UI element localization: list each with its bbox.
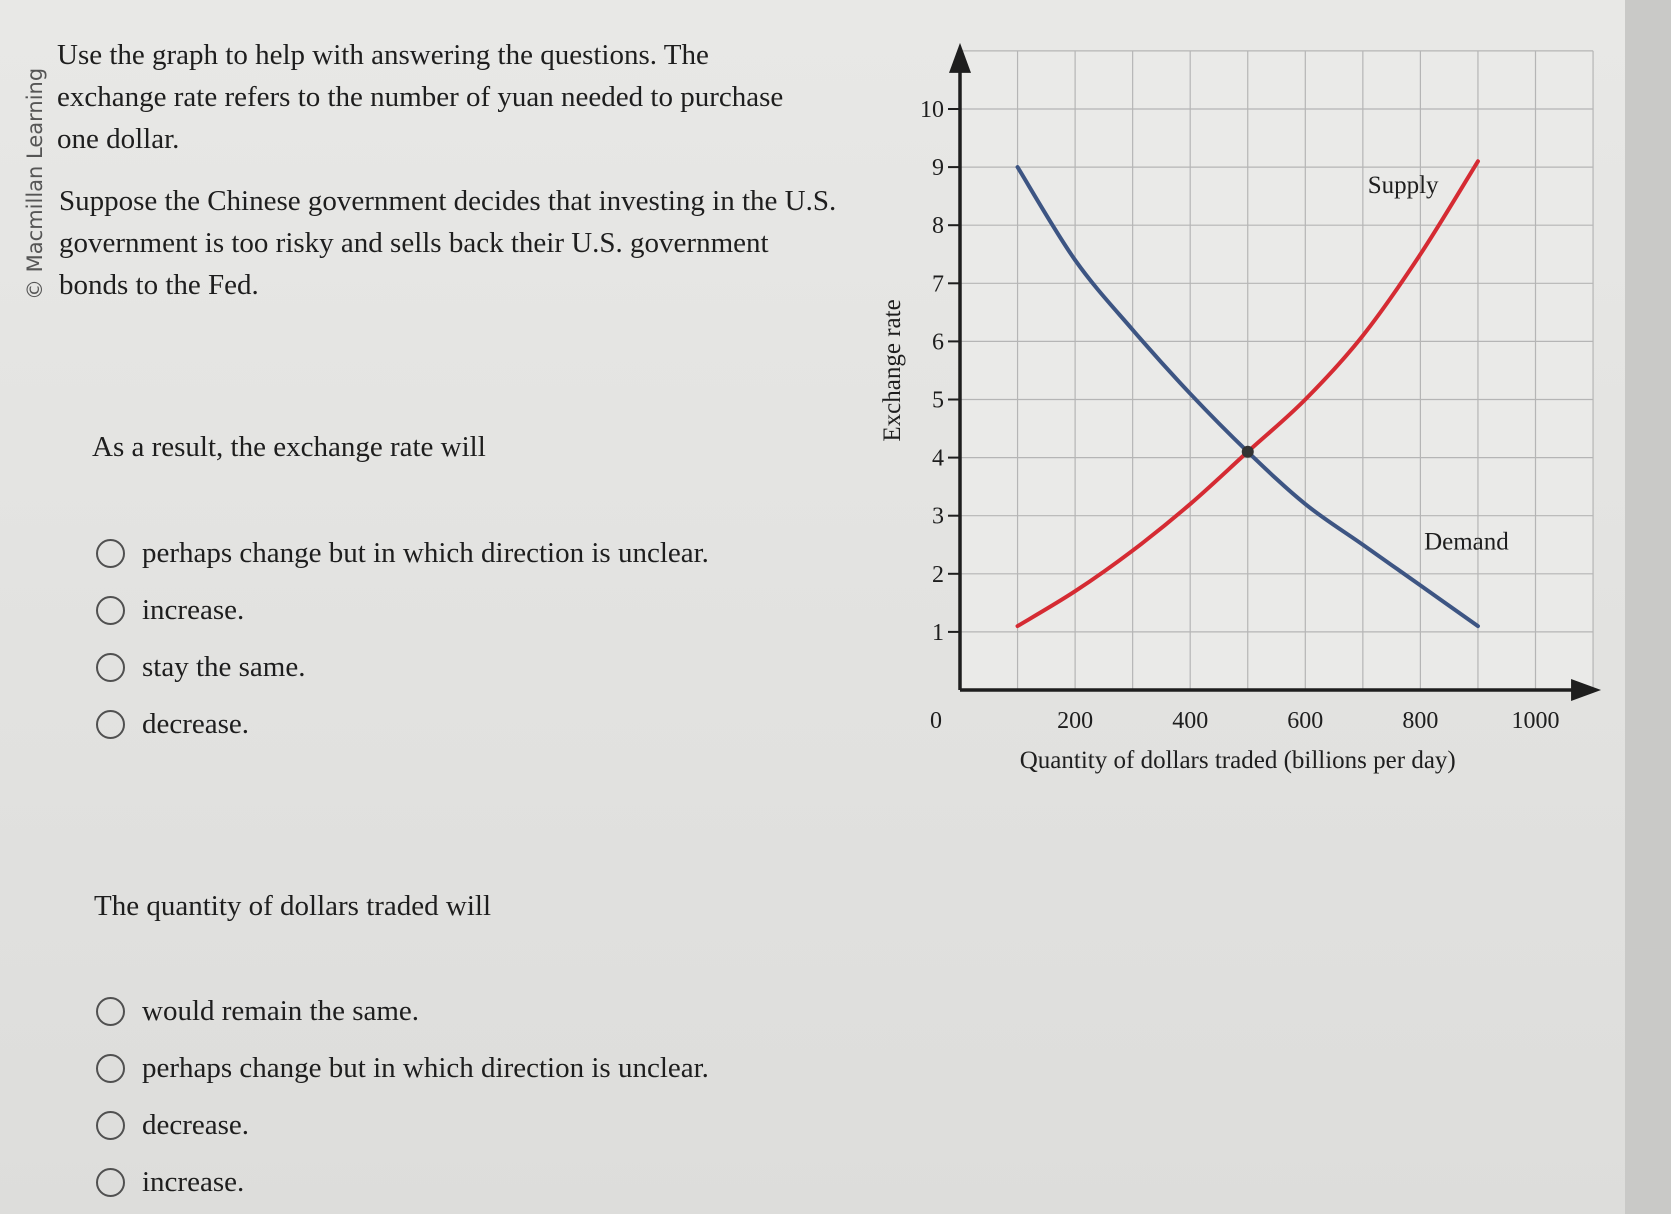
y-tick-label: 7 <box>932 271 944 298</box>
origin-label: 0 <box>930 708 942 734</box>
x-tick-label: 600 <box>1287 708 1324 734</box>
y-tick-label: 4 <box>932 445 944 472</box>
y-tick-label: 6 <box>932 329 944 356</box>
y-tick-label: 3 <box>932 503 944 530</box>
plot-area <box>960 51 1593 690</box>
equilibrium-point <box>1242 446 1254 458</box>
y-tick-label: 2 <box>932 561 944 588</box>
question-2-prompt: The quantity of dollars traded will <box>94 890 492 922</box>
x-axis-title: Quantity of dollars traded (billions per day) <box>1019 747 1456 774</box>
q1-option-label: perhaps change but in which direction is unclear. <box>142 537 709 569</box>
q2-option-label: perhaps change but in which direction is unclear. <box>142 1052 709 1084</box>
y-axis-title: Exchange rate <box>879 299 906 442</box>
y-tick-label: 8 <box>932 213 944 240</box>
chart-grid <box>960 51 1593 690</box>
q2-option-label: would remain the same. <box>142 995 420 1027</box>
x-tick-label: 200 <box>1057 708 1094 734</box>
question-1-prompt: As a result, the exchange rate will <box>92 431 486 463</box>
copyright-watermark: © Macmillan Learning <box>23 67 47 300</box>
x-tick-label: 400 <box>1172 708 1209 734</box>
x-tick-label: 800 <box>1402 708 1439 734</box>
instructions-intro: Use the graph to help with answering the questions. The exchange rate refers to the number of yuan needed to purchase one dollar. <box>57 39 784 155</box>
q2-option-label: decrease. <box>142 1109 250 1141</box>
demand-label: Demand <box>1424 528 1509 556</box>
q1-option-label: decrease. <box>142 708 250 740</box>
y-tick-label: 1 <box>932 619 944 646</box>
y-tick-label: 5 <box>932 387 944 414</box>
instructions-scenario: Suppose the Chinese government decides that investing in the U.S. government is too risky and sells back their U.S. government bonds to the Fed. <box>59 185 837 301</box>
q2-option-label: increase. <box>142 1166 245 1198</box>
q1-option-label: increase. <box>142 594 245 626</box>
x-tick-label: 1000 <box>1511 708 1560 734</box>
q1-option-label: stay the same. <box>142 651 306 683</box>
y-tick-label: 9 <box>932 155 944 182</box>
y-tick-label: 10 <box>920 97 944 123</box>
supply-label: Supply <box>1367 172 1439 200</box>
